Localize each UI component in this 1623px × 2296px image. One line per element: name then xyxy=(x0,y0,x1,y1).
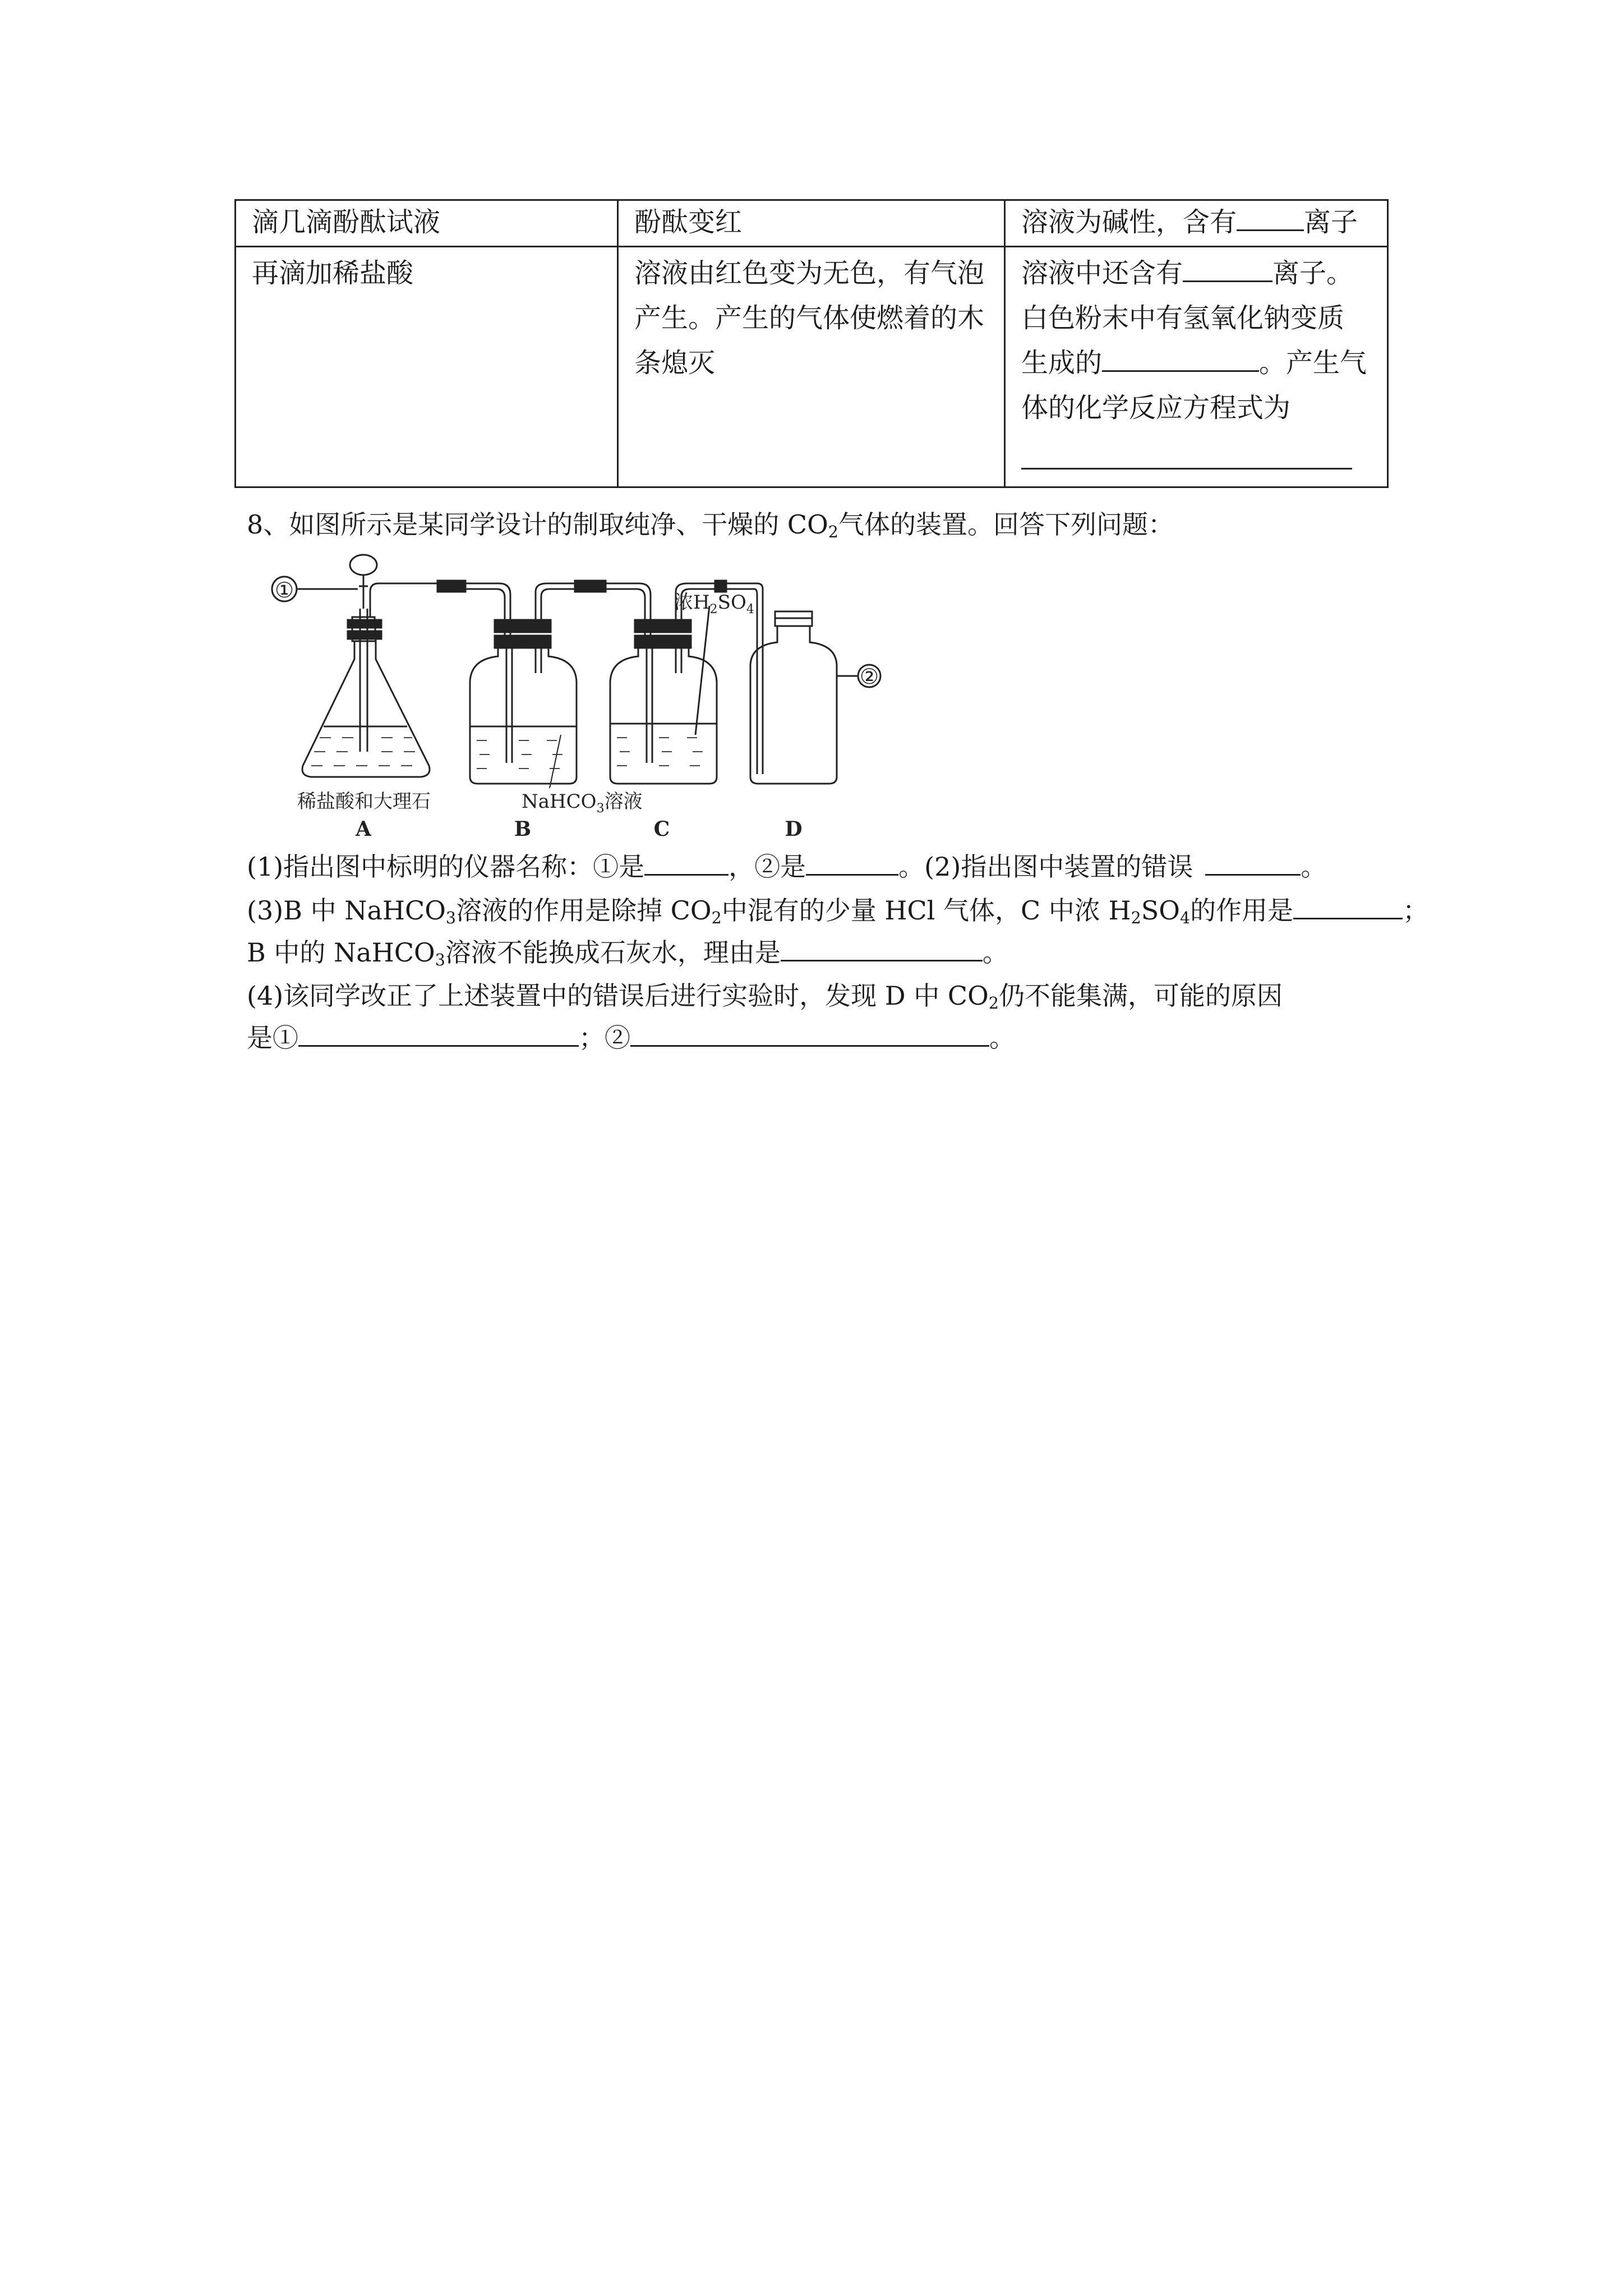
answer-blank[interactable] xyxy=(1102,346,1259,372)
question-text: 中混有的少量 HCl 气体，C 中浓 H xyxy=(721,895,1131,926)
letter-B: B xyxy=(514,817,532,841)
conclusion-text: 体的化学反应方程式为 xyxy=(1021,392,1291,424)
question-text: (3)B 中 NaHCO xyxy=(247,895,446,926)
question-text: 。(2)指出图中装置的错误 xyxy=(898,852,1193,882)
bottle-C-liquid xyxy=(617,738,703,766)
phenomenon-text: 溶液由红色变为无色，有气泡产生。产生的气体使燃着的木条熄灭 xyxy=(634,257,985,379)
question-text: B 中的 NaHCO xyxy=(247,937,435,968)
question-text: ； xyxy=(1403,895,1429,926)
answer-blank[interactable] xyxy=(1237,205,1304,231)
phenomenon-cell xyxy=(618,247,1005,487)
bottle-B-liquid xyxy=(477,740,562,769)
answer-blank[interactable] xyxy=(1205,851,1301,876)
flask-A xyxy=(272,555,440,777)
conclusion-text: 生成的 xyxy=(1021,347,1103,379)
question-text: ；② xyxy=(579,1023,630,1053)
subscript: 2 xyxy=(988,994,999,1013)
question8-part3-line2 xyxy=(247,936,1008,969)
intro-text: 8、如图所示是某同学设计的制取纯净、干燥的 CO xyxy=(247,509,828,540)
conclusion-line xyxy=(1021,430,1373,483)
question-text: ，②是 xyxy=(728,852,806,882)
subscript: 3 xyxy=(435,951,445,970)
conclusion-text: 离子。 xyxy=(1272,257,1354,289)
question-text: (4)该同学改正了上述装置中的错误后进行实验时，发现 D 中 CO xyxy=(247,981,989,1011)
conclusion-text: 离子 xyxy=(1304,206,1358,238)
experiment-table xyxy=(234,199,1389,488)
letter-A: A xyxy=(356,817,371,841)
intro-text: 气体的装置。回答下列问题： xyxy=(838,509,1174,540)
subscript: 2 xyxy=(711,909,722,928)
operation-text: 滴几滴酚酞试液 xyxy=(252,206,441,238)
table-row xyxy=(236,200,1388,247)
conclusion-line xyxy=(1021,251,1373,296)
subscript: 2 xyxy=(828,523,838,542)
label-2: ② xyxy=(859,664,879,689)
answer-blank[interactable] xyxy=(630,1022,989,1047)
subscript: 3 xyxy=(445,909,457,928)
question-text: SO xyxy=(1141,895,1180,926)
conclusion-line xyxy=(1021,296,1373,341)
table-row xyxy=(236,247,1388,487)
conclusion-text: 溶液中还含有 xyxy=(1021,257,1183,289)
conclusion-cell xyxy=(1005,247,1388,487)
answer-blank[interactable] xyxy=(806,851,898,876)
question8-part4 xyxy=(247,979,1283,1013)
apparatus-diagram xyxy=(269,553,920,844)
answer-blank[interactable] xyxy=(781,937,983,961)
label-1: ① xyxy=(274,578,294,602)
question-text: 溶液的作用是除掉 CO xyxy=(456,895,712,926)
question8-part3 xyxy=(247,894,1428,927)
question-text: 仍不能集满，可能的原因 xyxy=(998,981,1283,1011)
conclusion-text: 。产生气 xyxy=(1259,347,1367,379)
answer-blank[interactable] xyxy=(644,851,728,876)
bottle-B xyxy=(470,583,577,784)
question-text: (1)指出图中标明的仪器名称：①是 xyxy=(247,852,645,882)
flask-contents-label: 稀盐酸和大理石 xyxy=(297,790,431,813)
letter-C: C xyxy=(653,817,670,841)
answer-blank[interactable] xyxy=(1021,444,1352,470)
subscript: 2 xyxy=(1131,909,1141,928)
question-text: 的作用是 xyxy=(1190,895,1294,926)
conclusion-line xyxy=(1021,385,1373,430)
question8-intro xyxy=(247,508,1174,541)
flask-A-liquid xyxy=(311,738,415,766)
phenomenon-text: 酚酞变红 xyxy=(634,206,743,238)
operation-cell xyxy=(236,200,618,247)
question-text: 。 xyxy=(1301,852,1327,882)
conclusion-cell xyxy=(1005,200,1388,247)
answer-blank[interactable] xyxy=(1293,895,1403,919)
operation-text: 再滴加稀盐酸 xyxy=(252,257,414,289)
answer-blank[interactable] xyxy=(1183,256,1272,282)
conclusion-text: 白色粉末中有氢氧化钠变质 xyxy=(1021,302,1345,334)
conclusion-text: 溶液为碱性，含有 xyxy=(1021,206,1237,238)
conclusion-line xyxy=(1021,341,1373,385)
question-text: 。 xyxy=(989,1023,1015,1053)
conc-acid-label: 浓$H_2SO_4$ xyxy=(674,591,754,616)
operation-cell xyxy=(236,247,618,487)
letter-D: D xyxy=(785,817,803,841)
phenomenon-cell xyxy=(618,200,1005,247)
subscript: 4 xyxy=(1179,909,1191,928)
question8-part4-line2 xyxy=(247,1021,1015,1055)
question8-part1-2 xyxy=(247,850,1326,884)
question-text: 。 xyxy=(982,937,1008,968)
answer-blank[interactable] xyxy=(298,1022,579,1047)
question-text: 是① xyxy=(247,1023,298,1053)
nahco3-label: NaHCO$_3$溶液 xyxy=(522,790,643,816)
question-text: 溶液不能换成石灰水，理由是 xyxy=(445,937,781,968)
